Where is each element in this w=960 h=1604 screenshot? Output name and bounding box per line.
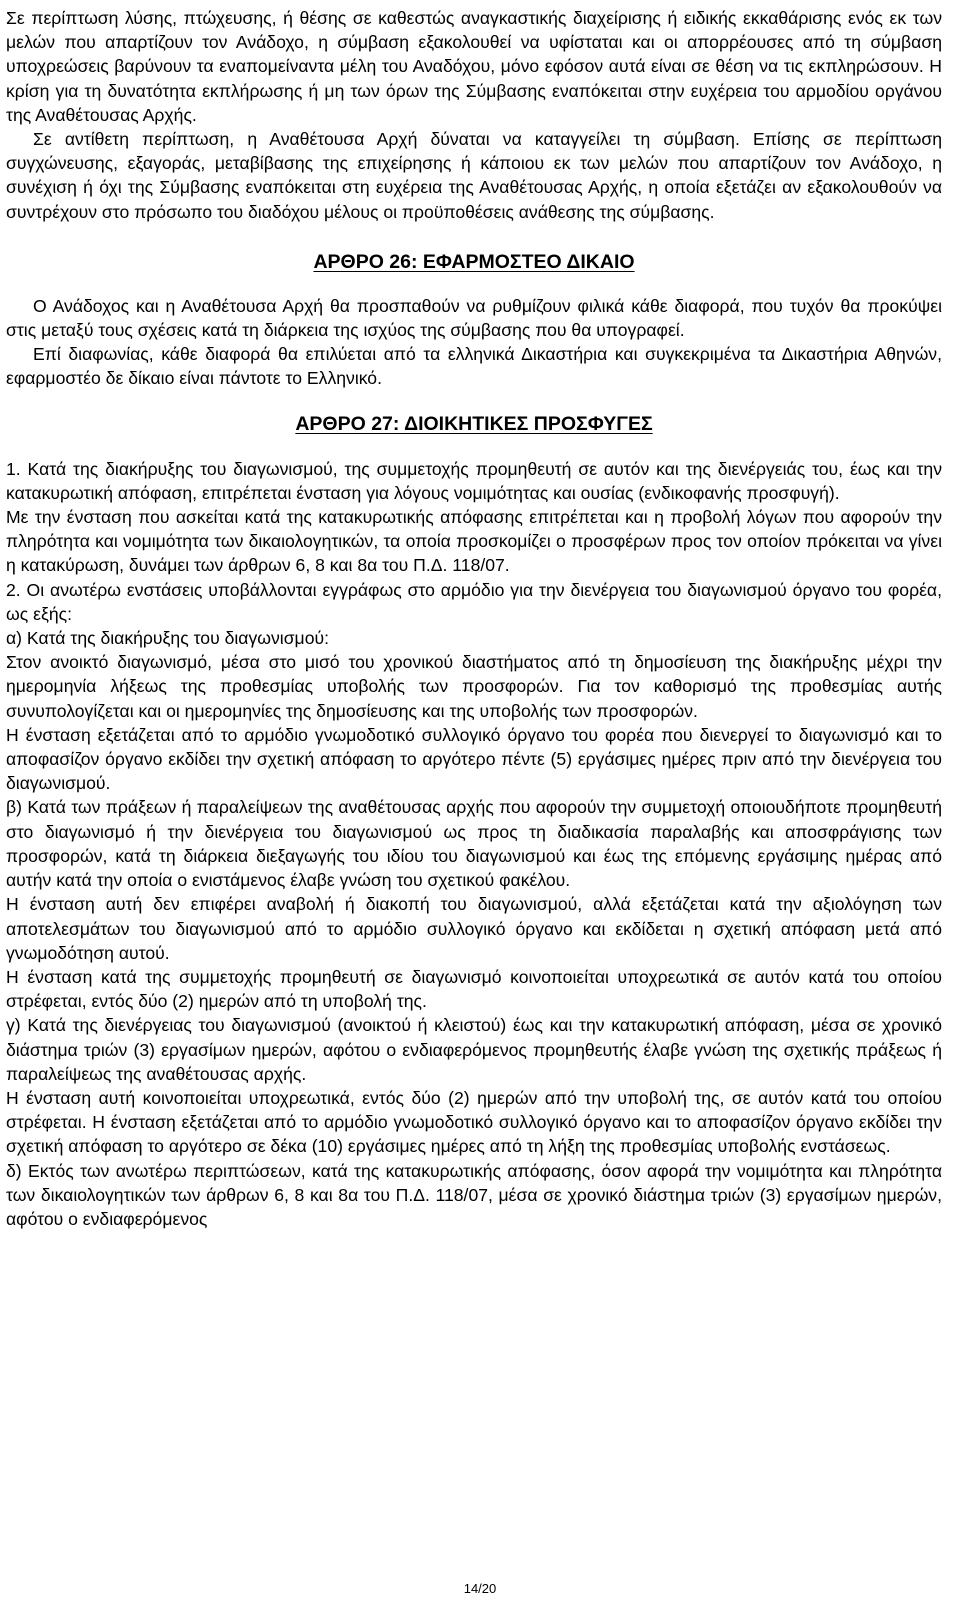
paragraph: Η ένσταση εξετάζεται από το αρμόδιο γνωμοδοτικό συλλογικό όργανο του φορέα που διενεργεί το διαγωνισμό και το αποφασίζον όργανο εκδίδει την σχετική απόφαση το αργότερο πέντε (5) εργάσιμες ημέρες πριν από την διενέργεια του διαγωνισμού.: [6, 724, 942, 794]
paragraph: δ) Εκτός των ανωτέρω περιπτώσεων, κατά της κατακυρωτικής απόφασης, όσον αφορά την νομιμότητα και πληρότητα των δικαιολογητικών των άρθρων 6, 8 και 8α του Π.Δ. 118/07, μέσα σε χρονικό διάστημα τριών (3) εργασίμων ημερών, αφότου ο ενδιαφερόμενος: [6, 1160, 942, 1229]
page-number: 14/20: [463, 1581, 497, 1596]
paragraph: Σε αντίθετη περίπτωση, η Αναθέτουσα Αρχή δύναται να καταγγείλει τη σύμβαση. Επίσης σε περίπτωση συγχώνευσης, εξαγοράς, μεταβίβασης της επιχείρησης ή κάποιου εκ των μελών που απαρτίζουν τον Ανάδοχο, η συνέχιση ή όχι της Σύμβασης εναπόκειται στη ευχέρεια της Αναθέτουσας Αρχής, η οποία εξετάζει αν εξακολουθούν να συντρέχουν στο πρόσωπο του διαδόχου μέλους οι προϋποθέσεις ανάθεσης της σύμβασης.: [6, 129, 942, 222]
paragraph: Η ένσταση αυτή κοινοποιείται υποχρεωτικά, εντός δύο (2) ημερών από την υποβολή της, σε αυτόν κατά του οποίου στρέφεται. Η ένσταση εξετάζεται από το αρμόδιο γνωμοδοτικό συλλογικό όργανο και το αποφασίζον όργανο εκδίδει την σχετική απόφαση το αργότερο σε δέκα (10) εργάσιμες ημέρες από τη λήξη της προθεσμίας υποβολής ενστάσεως.: [6, 1087, 942, 1157]
paragraph: β) Κατά των πράξεων ή παραλείψεων της αναθέτουσας αρχής που αφορούν την συμμετοχή οποιουδήποτε προμηθευτή στο διαγωνισμό ή την διενέργεια του διαγωνισμού ως προς τη διαδικασία παραλαβής και αποσφράγισης των προσφορών, κατά τη διάρκεια διεξαγωγής του ιδίου του διαγωνισμού και έως της επόμενης εργάσιμης ημέρας από αυτήν κατά την οποία ο ενιστάμενος έλαβε γνώση του σχετικού φακέλου.: [6, 797, 942, 891]
paragraph: Η ένσταση κατά της συμμετοχής προμηθευτή σε διαγωνισμό κοινοποιείται υποχρεωτικά σε αυτόν κατά του οποίου στρέφεται, εντός δύο (2) ημερών από τη υποβολή της.: [6, 966, 942, 1012]
article-26-heading: ΑΡΘΡΟ 26: ΕΦΑΡΜΟΣΤΕΟ ΔΙΚΑΙΟ: [313, 250, 635, 273]
paragraph: α) Κατά της διακήρυξης του διαγωνισμού:: [6, 628, 329, 649]
paragraph: γ) Κατά της διενέργειας του διαγωνισμού (ανοικτού ή κλειστού) έως και την κατακυρωτική απόφαση, μέσα σε χρονικό διάστημα τριών (3) εργασίμων ημερών, αφότου ο ενδιαφερόμενος προμηθευτής έλαβε γνώση της σχετικής πράξεως ή παραλείψεως της αναθέτουσας αρχής.: [6, 1015, 942, 1084]
paragraph: Στον ανοικτό διαγωνισμό, μέσα στο μισό του χρονικού διαστήματος από τη δημοσίευση της διακήρυξης μέχρι την ημερομηνία λήξεως της προθεσμίας υποβολής των προσφορών. Για τον καθορισμό της προθεσμίας αυτής συνυπολογίζεται και οι ημερομηνίες της δημοσίευσης και της υποβολής των προσφορών.: [6, 652, 942, 721]
document-body: [6, 6, 942, 1231]
paragraph: Σε περίπτωση λύσης, πτώχευσης, ή θέσης σε καθεστώς αναγκαστικής διαχείρισης ή ειδικής εκκαθάρισης ενός εκ των μελών που απαρτίζουν τον Ανάδοχο, η σύμβαση εξακολουθεί να υφίσταται και οι απορρέουσες από τη σύμβαση υποχρεώσεις βαρύνουν τα εναπομείναντα μέλη του Αναδόχου, μόνο εφόσον αυτά είναι σε θέση να τις εκπληρώσουν. Η κρίση για τη δυνατότητα εκπλήρωσης ή μη των όρων της Σύμβασης εναπόκειται στην ευχέρεια του αρμοδίου οργάνου της Αναθέτουσας Αρχής.: [6, 8, 942, 125]
article-27-heading: ΑΡΘΡΟ 27: ΔΙΟΙΚΗΤΙΚΕΣ ΠΡΟΣΦΥΓΕΣ: [295, 412, 653, 435]
paragraph: Ο Ανάδοχος και η Αναθέτουσα Αρχή θα προσπαθούν να ρυθμίζουν φιλικά κάθε διαφορά, που τυχόν θα προκύψει στις μεταξύ τους σχέσεις κατά τη διάρκεια της ισχύος της σύμβασης που θα υπογραφεί.: [6, 295, 942, 341]
paragraph: 1. Κατά της διακήρυξης του διαγωνισμού, της συμμετοχής προμηθευτή σε αυτόν και της διενέργειάς του, έως και την κατακυρωτική απόφαση, επιτρέπεται ένσταση για λόγους νομιμότητας και ουσίας (ενδικοφανής προσφυγή).: [6, 458, 942, 503]
paragraph: Επί διαφωνίας, κάθε διαφορά θα επιλύεται από τα ελληνικά Δικαστήρια και συγκεκριμένα τα Δικαστήρια Αθηνών, εφαρμοστέο δε δίκαιο είναι πάντοτε το Ελληνικό.: [6, 344, 942, 389]
paragraph: Με την ένσταση που ασκείται κατά της κατακυρωτικής απόφασης επιτρέπεται και η προβολή λόγων που αφορούν την πληρότητα και νομιμότητα των δικαιολογητικών, τα οποία προσκομίζει ο προσφέρων προς τον οποίον πρόκειται να γίνει η κατακύρωση, δυνάμει των άρθρων 6, 8 και 8α του Π.Δ. 118/07.: [6, 507, 942, 576]
paragraph: 2. Οι ανωτέρω ενστάσεις υποβάλλονται εγγράφως στο αρμόδιο για την διενέργεια του διαγωνισμού όργανο του φορέα, ως εξής:: [6, 579, 942, 624]
paragraph: Η ένσταση αυτή δεν επιφέρει αναβολή ή διακοπή του διαγωνισμού, αλλά εξετάζεται κατά την αξιολόγηση των αποτελεσμάτων του διαγωνισμού από το αρμόδιο συλλογικό όργανο και εκδίδεται η σχετική απόφαση μετά από γνωμοδότηση αυτού.: [6, 894, 942, 963]
